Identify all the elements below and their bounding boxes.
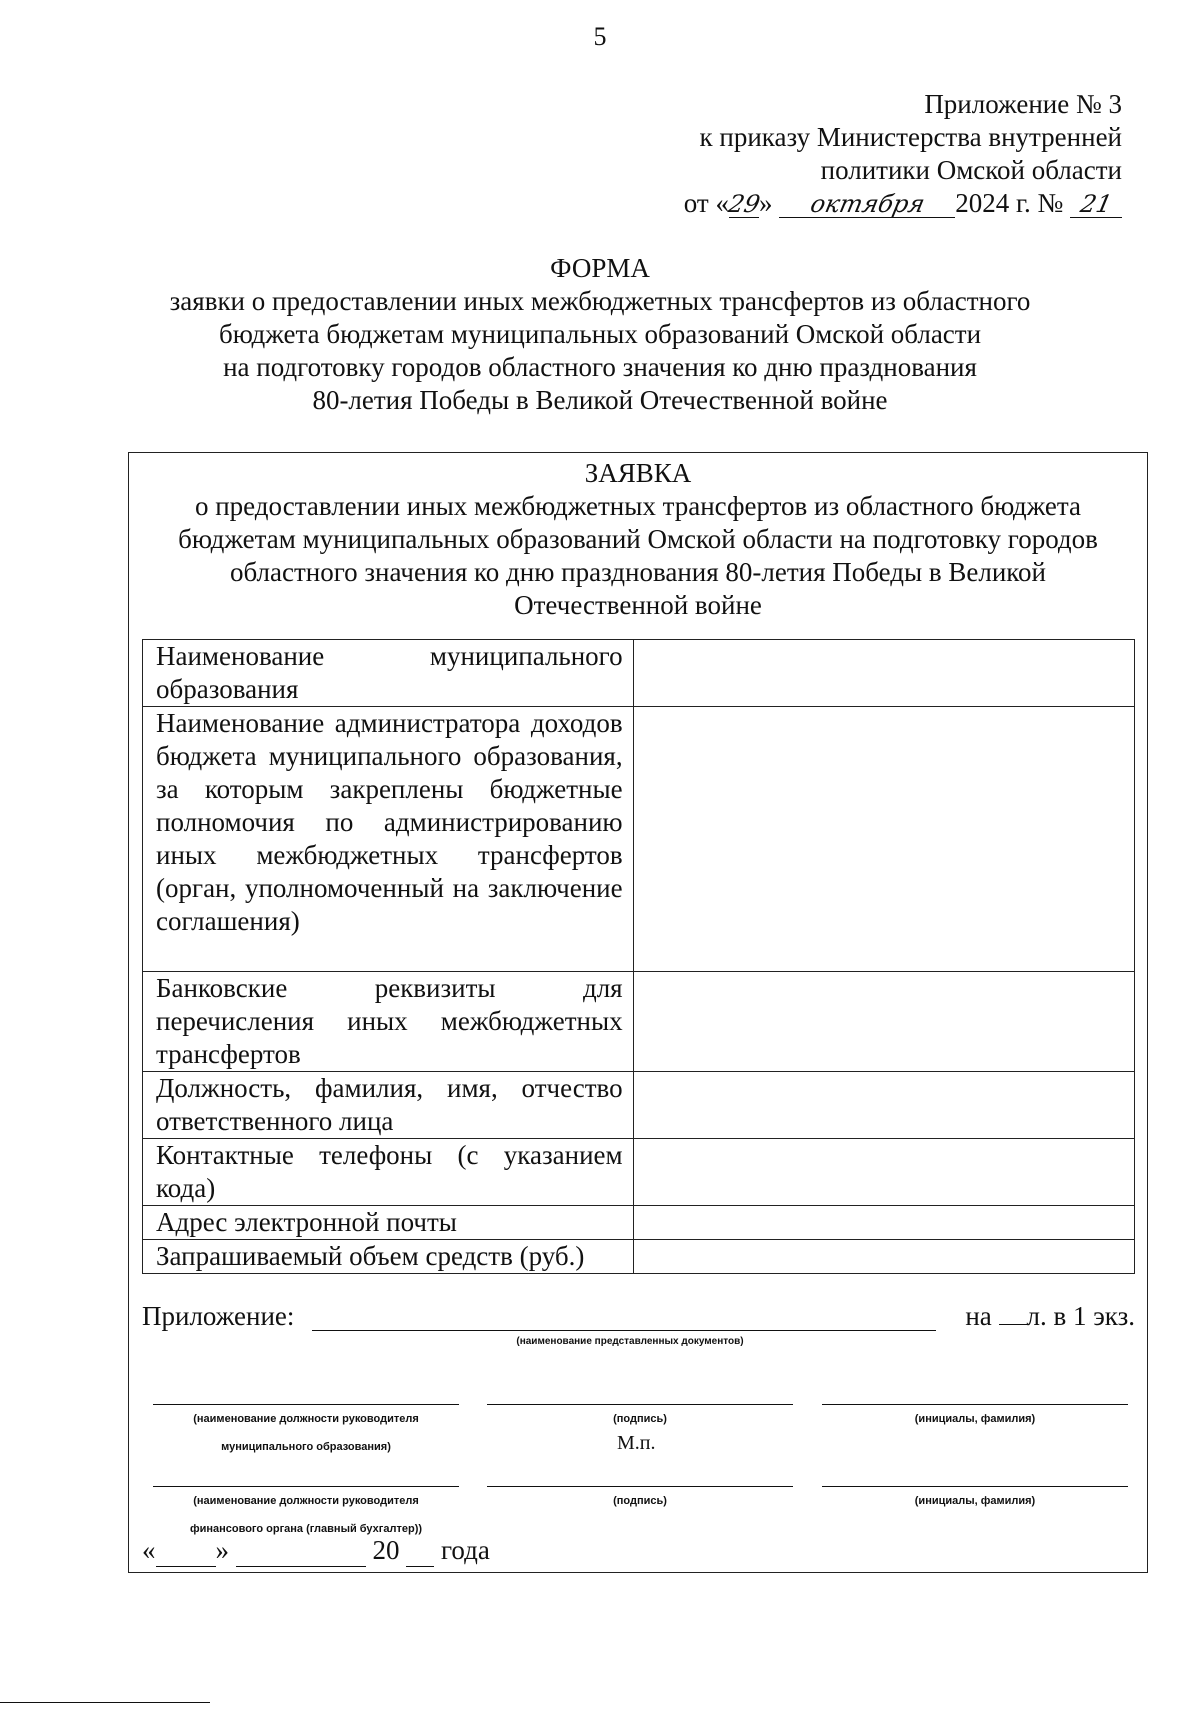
attachment-tail-prefix: на bbox=[965, 1301, 992, 1331]
row-label-email: Адрес электронной почты bbox=[143, 1206, 634, 1240]
order-number-handwritten: 21 bbox=[1077, 190, 1115, 218]
application-subtitle-line-4: Отечественной войне bbox=[514, 590, 762, 620]
form-subtitle-line-1: заявки о предоставлении иных межбюджетных трансфертов из областного bbox=[169, 286, 1031, 316]
row-value-responsible-person[interactable] bbox=[633, 1072, 1134, 1139]
form-title-block bbox=[0, 252, 1200, 417]
row-label-bank-details: Банковские реквизиты для перечисления иных межбюджетных трансфертов bbox=[143, 972, 634, 1072]
application-subtitle-line-1: о предоставлении иных межбюджетных трансфертов из областного бюджета bbox=[194, 491, 1082, 521]
date-day-handwritten: 29 bbox=[725, 190, 763, 218]
date-prefix: от « bbox=[683, 188, 729, 218]
row-value-municipality[interactable] bbox=[633, 640, 1134, 707]
form-subtitle-line-4: 80-летия Победы в Великой Отечественной войне bbox=[312, 385, 888, 415]
attachment-row bbox=[142, 1300, 1135, 1333]
attachment-documents-field[interactable] bbox=[312, 1330, 936, 1331]
date-day-blank[interactable] bbox=[156, 1540, 216, 1567]
date-close-quote: » bbox=[215, 1535, 229, 1565]
head-position-caption-line-2: муниципального образования) bbox=[221, 1441, 391, 1453]
head-position-caption-line-1: (наименование должности руководителя bbox=[193, 1413, 419, 1425]
order-number-field bbox=[1070, 190, 1122, 218]
date-year-blank[interactable] bbox=[406, 1540, 434, 1567]
table-row bbox=[143, 640, 1135, 707]
date-mid: » bbox=[758, 188, 773, 218]
finance-position-caption-line-2: финансового органа (главный бухгалтер)) bbox=[189, 1523, 423, 1535]
head-position-caption bbox=[153, 1405, 459, 1461]
application-table bbox=[142, 639, 1135, 1274]
table-row bbox=[143, 1072, 1135, 1139]
appendix-ministry: политики Омской области bbox=[820, 155, 1122, 185]
table-row bbox=[143, 1240, 1135, 1274]
finance-position-caption-line-1: (наименование должности руководителя bbox=[193, 1495, 419, 1507]
attachment-caption: (наименование представленных документов) bbox=[516, 1336, 744, 1347]
finance-signature-caption: (подпись) bbox=[613, 1495, 667, 1507]
footnote-rule bbox=[0, 1702, 210, 1703]
table-row bbox=[143, 1139, 1135, 1206]
row-label-administrator: Наименование администратора доходов бюджета муниципального образования, за которым закреплены бюджетные полномочия по администрированию иных межбюджетных трансфертов (орган, уполномоченный на заключение соглашения) bbox=[143, 707, 634, 972]
row-label-responsible-person: Должность, фамилия, имя, отчество ответственного лица bbox=[143, 1072, 634, 1139]
table-row bbox=[143, 972, 1135, 1072]
row-value-bank-details[interactable] bbox=[633, 972, 1134, 1072]
page-number: 5 bbox=[593, 22, 607, 51]
attachment-sheets bbox=[965, 1300, 1135, 1333]
application-heading-block bbox=[128, 457, 1148, 622]
appendix-header bbox=[684, 88, 1122, 220]
row-value-phones[interactable] bbox=[633, 1139, 1134, 1206]
date-row bbox=[142, 1534, 490, 1567]
date-month-blank[interactable] bbox=[236, 1540, 366, 1567]
date-month-handwritten: октября bbox=[807, 190, 927, 218]
date-open-quote: « bbox=[142, 1535, 156, 1565]
appendix-title: Приложение № 3 bbox=[924, 89, 1122, 119]
application-subtitle-line-3: областного значения ко дню празднования 80-летия Победы в Великой bbox=[229, 557, 1046, 587]
head-signature-caption: (подпись) bbox=[613, 1413, 667, 1425]
appendix-date-line bbox=[684, 187, 1122, 220]
table-row bbox=[143, 1206, 1135, 1240]
date-century: 20 bbox=[372, 1535, 400, 1565]
row-value-email[interactable] bbox=[633, 1206, 1134, 1240]
date-suffix: года bbox=[441, 1535, 490, 1565]
stamp-place: М.п. bbox=[617, 1432, 656, 1454]
row-value-administrator[interactable] bbox=[633, 707, 1134, 972]
table-row bbox=[143, 707, 1135, 972]
appendix-order-ref: к приказу Министерства внутренней bbox=[699, 122, 1122, 152]
row-label-requested-amount: Запрашиваемый объем средств (руб.) bbox=[143, 1240, 634, 1274]
form-heading: ФОРМА bbox=[550, 253, 650, 283]
form-subtitle-line-3: на подготовку городов областного значения ко дню празднования bbox=[223, 352, 977, 382]
row-label-municipality: Наименование муниципального образования bbox=[143, 640, 634, 707]
date-month-field bbox=[779, 190, 955, 218]
head-name-caption: (инициалы, фамилия) bbox=[914, 1413, 1036, 1425]
attachment-tail-suffix: л. в 1 экз. bbox=[1026, 1301, 1135, 1331]
finance-name-caption: (инициалы, фамилия) bbox=[914, 1495, 1036, 1507]
date-year-text: 2024 г. № bbox=[955, 188, 1064, 218]
row-value-requested-amount[interactable] bbox=[633, 1240, 1134, 1274]
form-subtitle-line-2: бюджета бюджетам муниципальных образований Омской области bbox=[218, 319, 982, 349]
row-label-phones: Контактные телефоны (с указанием кода) bbox=[143, 1139, 634, 1206]
application-heading: ЗАЯВКА bbox=[584, 458, 692, 488]
attachment-sheets-field[interactable] bbox=[999, 1324, 1027, 1325]
date-day-field bbox=[725, 190, 763, 218]
application-subtitle-line-2: бюджетам муниципальных образований Омской области на подготовку городов bbox=[178, 524, 1098, 554]
attachment-label: Приложение: bbox=[142, 1301, 295, 1331]
